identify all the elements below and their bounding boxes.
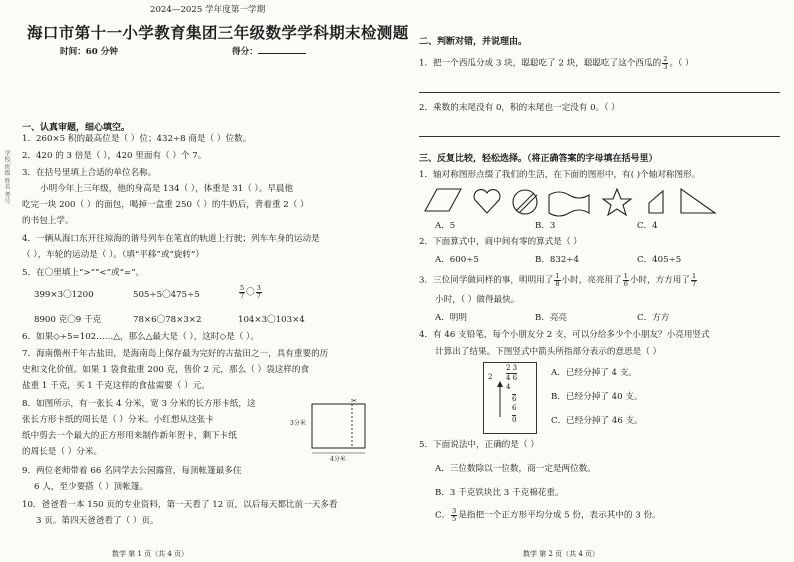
choice-3-option-c: C．方方 — [637, 313, 670, 323]
division-quotient: 2 3 — [506, 364, 518, 372]
card-diagram — [290, 398, 370, 460]
arrow-icon — [494, 379, 511, 419]
compare-4: 8900 克〇9 千克 — [34, 315, 102, 325]
judge-1: 1．把一个西瓜分成 3 块，聪聪吃了 2 块，聪聪吃了这个西瓜的 $\frac{2}{3}$ 。（ ） — [419, 55, 694, 71]
school-year: 2024—2025 学年度第一学期 — [150, 5, 266, 15]
choice-4-line-a: 4．有 46 支铅笔，每个小朋友分 2 支，可以分给多少个小朋友？小亮用竖式 — [419, 330, 710, 340]
choice-1-option-b: B．3 — [535, 221, 556, 231]
heart-shape — [474, 190, 500, 213]
question-8-line-b: 张长方形卡纸的周长是（ ）分米。小红想从这张卡 — [22, 415, 214, 425]
page-footer: 数学 第 2 页（共 4 页） — [523, 550, 600, 558]
choice-2-option-b: B．832÷4 — [535, 255, 579, 265]
division-divisor: 2 — [488, 373, 493, 381]
division-step-3: 6 — [512, 404, 517, 412]
question-10-line-b: 3 页。第四天爸爸看了（ ）页。 — [36, 516, 159, 526]
question-8-line-d: 的周长是（ ）分米。 — [22, 447, 103, 457]
question-1: 1．260×5 积的最高位是（ ）位；432÷8 商是（ ）位数。 — [22, 134, 252, 144]
division-step-1: 4 — [506, 383, 511, 391]
choice-4-option-c: C．已经分掉了 46 支。 — [551, 416, 643, 426]
choice-4-option-a: A．已经分掉了 4 支。 — [551, 368, 637, 378]
compare-3: $\frac{5}{7}$ 〇 $\frac{3}{7}$ — [240, 284, 261, 300]
choice-1-option-c: C．4 — [637, 221, 658, 231]
answer-line-2 — [419, 136, 780, 137]
exam-page-2 — [405, 0, 794, 562]
choice-4-line-b: 计算出了结果。下图竖式中箭头所指部分表示的意思是（ ） — [435, 347, 662, 357]
section-3-heading: 三、反复比较，轻松选择。（将正确答案的字母填在括号里） — [419, 154, 658, 164]
binding-margin: 学校 班级 姓名 考号 — [3, 150, 10, 204]
question-9-line-b: 6 人，至少要搭（ ）顶帐篷。 — [34, 482, 149, 492]
compare-2: 505÷5〇475÷5 — [133, 290, 200, 300]
choice-5: 5．下面说法中，正确的是（ ） — [419, 440, 539, 450]
trapezoid-shape — [649, 191, 663, 213]
question-8-line-c: 纸中剪去一个最大的正方形用来制作新年贺卡，剩下卡纸 — [22, 431, 237, 441]
parallelogram-shape — [425, 189, 461, 211]
question-5: 5．在〇里填上“>”“<”或“=”。 — [22, 268, 145, 278]
judge-2: 2．乘数的末尾没有 0，积的末尾也一定没有 0。（ ） — [419, 103, 620, 113]
division-dividend: 4 6 — [506, 374, 518, 382]
choice-2-option-a: A．600÷5 — [435, 255, 479, 265]
page-title: 海口市第十一小学教育集团三年级数学学科期末检测题 — [27, 23, 409, 42]
question-6: 6．如果◇÷5=102……△，那么△最大是（ ），这时◇是（ ）。 — [22, 332, 259, 342]
svg-text:✂: ✂ — [351, 397, 357, 405]
choice-1: 1．轴对称图形点缀了我们的生活，在下面的图形中，有( )个轴对称图形。 — [419, 170, 701, 180]
triangle-shape — [681, 189, 715, 213]
question-3-line-c: 的书包上学。 — [22, 216, 74, 226]
choice-3-option-b: B．亮亮 — [535, 313, 568, 323]
length-label: 4分米 — [330, 456, 346, 463]
question-2: 2．420 的 3 倍是（ ），420 里面有（ ）个 7。 — [22, 151, 207, 161]
compare-1: 399×3〇1200 — [34, 290, 94, 300]
choice-3-line-b: 小时，（ ）做得最快。 — [435, 295, 520, 305]
choice-3-line-a: 3．三位同学做同样的事，明明用了 $\frac{1}{8}$ 小时，亮亮用了 $\frac{1}{6}$ 小时，方方用了 $\frac{1}{7}$ — [419, 272, 697, 288]
choice-1-option-a: A．5 — [435, 221, 456, 231]
division-step-4: 0 — [512, 416, 517, 424]
choice-4-option-b: B．已经分掉了 40 支。 — [551, 392, 643, 402]
shapes-row — [419, 185, 719, 221]
star-shape — [603, 189, 631, 215]
flag-shape — [549, 192, 589, 216]
choice-5-option-c: C． $\frac{3}{5}$ 是指把一个正方形平均分成 5 份，表示其中的 3 份。 — [435, 507, 661, 523]
choice-3-option-a: A．明明 — [435, 313, 467, 323]
time-label: 时间：60 分钟 — [60, 47, 118, 57]
score-label: 得分： — [232, 47, 306, 58]
choice-2-option-c: C．405÷5 — [637, 255, 682, 265]
compare-5: 78×6〇78×3×2 — [133, 315, 202, 325]
page-footer: 数学 第 1 页（共 4 页） — [112, 550, 189, 558]
question-8-line-a: 8．如图所示，有一张长 4 分米，宽 3 分米的长方形卡纸，这 — [22, 399, 256, 409]
question-3: 3．在括号里填上合适的单位名称。 — [22, 168, 157, 178]
question-4-line-b: （ ），车轮的运动是（ ）。（填“平移”或“旋转”） — [22, 250, 205, 260]
division-step-2: 6 — [512, 395, 517, 403]
section-1-heading: 一、认真审题，细心填空。 — [22, 123, 131, 133]
card-figure — [290, 397, 370, 463]
question-7-line-a: 7．海南儋州千年古盐田，是海南岛上保存最为完好的古盐田之一，具有重要的历 — [22, 349, 329, 359]
long-division-figure — [483, 362, 537, 434]
compare-6: 104×3〇103×4 — [238, 315, 305, 325]
question-7-line-c: 盐重 1 千克，买 1 千克这样的食盐需要（ ）元。 — [22, 381, 210, 391]
question-10-line-a: 10．爸爸看一本 150 页的专业资料，第一天看了 12 页，以后每天都比前一天多看 — [22, 500, 338, 510]
answer-line-1 — [419, 92, 780, 93]
section-2-heading: 二、判断对错，并说理由。 — [419, 37, 528, 47]
choice-2: 2．下面算式中，商中间有零的算式是（ ） — [419, 237, 582, 247]
question-7-line-b: 史和文化价值。如果 1 袋食盐重 200 克，售价 2 元，那么（ ）袋这样的食 — [22, 365, 310, 375]
choice-5-option-a: A．三位数除以一位数，商一定是两位数。 — [435, 464, 596, 474]
choice-5-option-b: B．3 千克铁块比 3 千克棉花重。 — [435, 488, 564, 498]
width-label: 3分米 — [290, 420, 306, 427]
question-4-line-a: 4．一辆从海口东开往琼海的谐号列车在笔直的轨道上行驶；列车车身的运动是 — [22, 234, 320, 244]
question-9-line-a: 9．两位老师带着 66 名同学去公园露营，每顶帐篷最多住 — [22, 466, 242, 476]
question-3-line-a: 小明今年上三年级，他的身高是 134（ ），体重是 31（ ）。早晨他 — [40, 184, 294, 194]
question-3-line-b: 吃完一块 200（ ）的面包，喝掉一盒重 250（ ）的牛奶后，背着重 2（ ） — [22, 200, 309, 210]
